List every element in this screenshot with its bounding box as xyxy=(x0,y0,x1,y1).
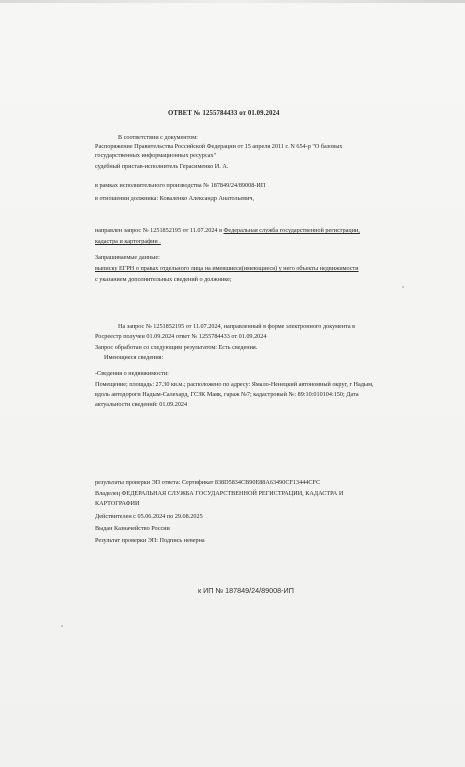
basis-intro: В соответствии с документом: xyxy=(118,134,198,141)
realty-line-3: актуальности сведений: 01.09.2024 xyxy=(95,401,188,408)
realty-label: -Сведения о недвижимости: xyxy=(95,370,169,377)
decree-line-1: Распоряжение Правительства Российской Федерации от 15 апреля 2011 г. N 654-р "О базовых xyxy=(95,143,343,150)
decree-line-2: государственных информационных ресурсах" xyxy=(95,152,217,159)
processing-result: Запрос обработан со следующим результатом: Есть сведения. xyxy=(95,344,258,351)
certificate-issuer: Выдан Казначейство России xyxy=(95,525,170,532)
response-line-2: Росреестр получен 01.09.2024 ответ № 1255784433 от 01.09.2024 xyxy=(95,333,267,340)
signature-result: Результат проверки ЭП: Подпись неверна xyxy=(95,537,205,544)
answer-title: ОТВЕТ № 1255784433 от 01.09.2024 xyxy=(168,110,280,117)
bailiff-line: судебный пристав-исполнитель Герасименко И. А. xyxy=(95,163,229,170)
scan-speck xyxy=(402,286,404,288)
scan-edge xyxy=(0,0,465,3)
request-sent-prefix: направлен запрос № 1251852195 от 11.07.2024 в xyxy=(95,227,224,234)
proceeding-line: в рамках исполнительного производства № 187849/24/89008-ИП xyxy=(95,182,266,189)
debtor-line: в отношении должника: Коваленко Александр Анатольевич, xyxy=(95,195,255,202)
case-reference: к ИП № 187849/24/89008-ИП xyxy=(198,586,294,595)
agency-name-line-2: кадастра и картографии . xyxy=(95,238,161,245)
certificate-validity: Действителен с 05.06.2024 по 29.08.2025 xyxy=(95,513,203,520)
certificate-owner-line-2: КАРТОГРАФИИ xyxy=(95,500,140,507)
requested-data-line-1: выписку ЕГРН о правах отдельного лица на имевшиеся(имеющиеся) у него объекты недвижимости xyxy=(95,265,359,272)
scan-speck xyxy=(61,625,63,627)
realty-line-1: Помещение; площадь: 27.30 кв.м.; расположено по адресу: Ямало-Ненецкий автономный округ, г Надым, xyxy=(95,381,374,388)
signature-check-line: результаты проверки ЭП ответа: Сертификат 838D5834CB90E88A63490CF13444CFC xyxy=(95,479,321,486)
certificate-owner-line-1: Владелец ФЕДЕРАЛЬНАЯ СЛУЖБА ГОСУДАРСТВЕННОЙ РЕГИСТРАЦИИ, КАДАСТРА И xyxy=(95,490,344,497)
requested-data-label: Запрашиваемые данные: xyxy=(95,254,160,261)
agency-name-line-1: Федеральная служба государственной регистрации, xyxy=(223,227,360,234)
available-info-label: Имеющиеся сведения: xyxy=(104,354,164,361)
realty-line-2: вдоль автодороги Надым-Салехард, ГСЗК Маяк, гараж №7; кадастровый №: 89:10:010104:150; Дата xyxy=(95,391,359,398)
response-line-1: На запрос № 1251852195 от 11.07.2024, направленный в форме электронного документа в xyxy=(118,323,356,330)
requested-data-line-2: с указанием дополнительных сведений о должнике; xyxy=(95,276,232,283)
request-sent-line xyxy=(95,227,360,235)
